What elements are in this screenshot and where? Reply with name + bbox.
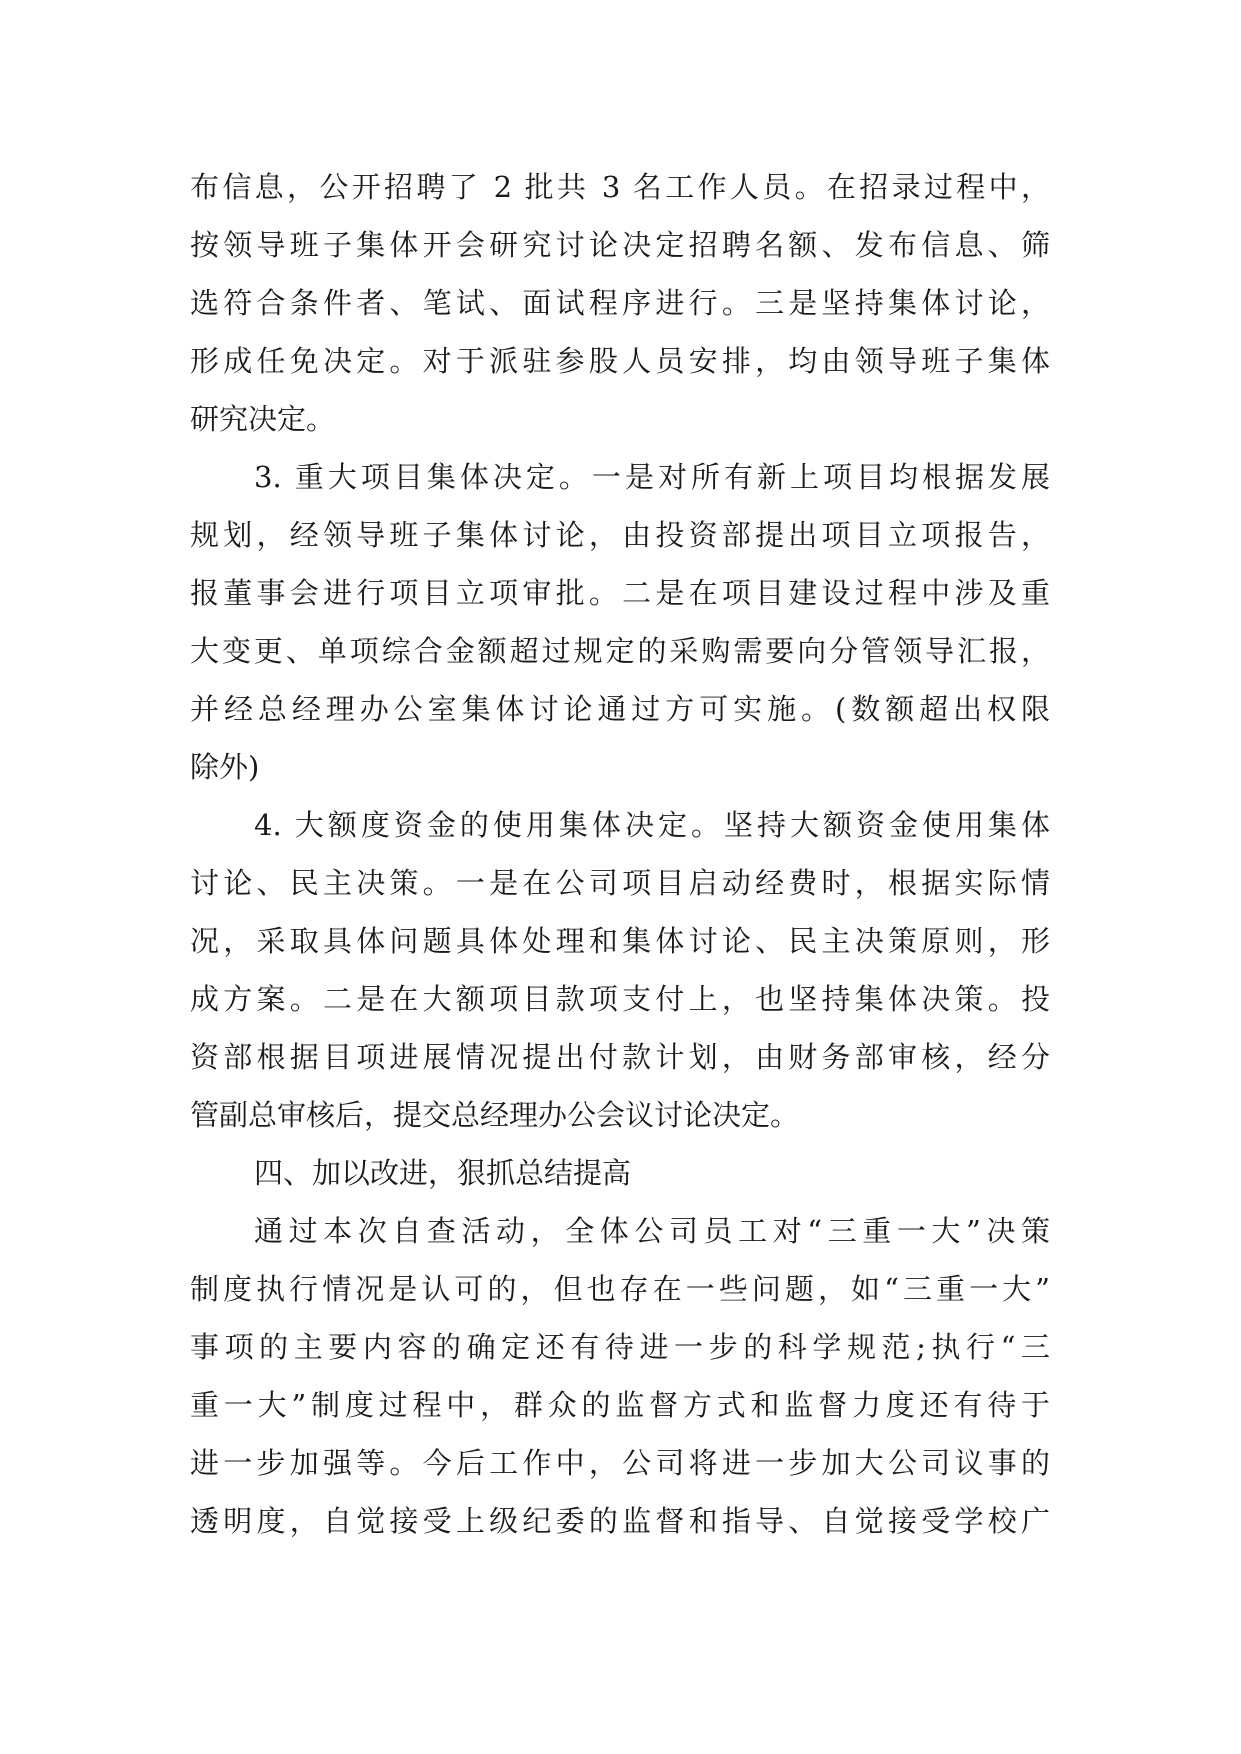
paragraph-start-line: 3. 重大项目集体决定。一是对所有新上项目均根据发展 [254, 460, 1050, 494]
text-line: 管副总审核后，提交总经理办公会议讨论决定。 [190, 1098, 800, 1132]
text-line: 规划，经领导班子集体讨论，由投资部提出项目立项报告， [190, 518, 1050, 552]
text-line: 讨论、民主决策。一是在公司项目启动经费时，根据实际情 [190, 866, 1050, 900]
text-line: 布信息，公开招聘了 2 批共 3 名工作人员。在招录过程中， [190, 170, 1050, 204]
paragraph-start-line: 4. 大额度资金的使用集体决定。坚持大额资金使用集体 [254, 808, 1050, 842]
section-heading: 四、加以改进，狠抓总结提高 [254, 1156, 632, 1190]
text-line: 形成任免决定。对于派驻参股人员安排，均由领导班子集体 [190, 344, 1050, 378]
text-line: 重一大”制度过程中，群众的监督方式和监督力度还有待于 [190, 1388, 1050, 1422]
text-line: 选符合条件者、笔试、面试程序进行。三是坚持集体讨论， [190, 286, 1050, 320]
paragraph-start-line: 通过本次自查活动，全体公司员工对“三重一大”决策 [254, 1214, 1050, 1248]
text-line: 进一步加强等。今后工作中，公司将进一步加大公司议事的 [190, 1446, 1050, 1480]
text-line: 况，采取具体问题具体处理和集体讨论、民主决策原则，形 [190, 924, 1050, 958]
text-line: 资部根据目项进展情况提出付款计划，由财务部审核，经分 [190, 1040, 1050, 1074]
text-line: 研究决定。 [190, 402, 336, 436]
text-line: 报董事会进行项目立项审批。二是在项目建设过程中涉及重 [190, 576, 1050, 610]
text-line: 除外) [190, 750, 260, 784]
text-line: 并经总经理办公室集体讨论通过方可实施。(数额超出权限 [190, 692, 1050, 726]
text-line: 成方案。二是在大额项目款项支付上，也坚持集体决策。投 [190, 982, 1050, 1016]
text-line: 制度执行情况是认可的，但也存在一些问题，如“三重一大” [190, 1272, 1050, 1306]
text-line: 透明度，自觉接受上级纪委的监督和指导、自觉接受学校广 [190, 1504, 1050, 1538]
text-line: 按领导班子集体开会研究讨论决定招聘名额、发布信息、筛 [190, 228, 1050, 262]
body-text [190, 158, 1050, 1550]
text-line: 大变更、单项综合金额超过规定的采购需要向分管领导汇报， [190, 634, 1050, 668]
text-line: 事项的主要内容的确定还有待进一步的科学规范;执行“三 [190, 1330, 1050, 1364]
